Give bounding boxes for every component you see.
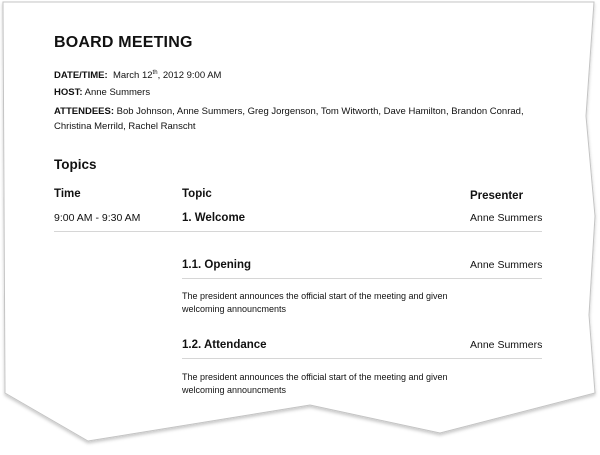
column-header-time: Time bbox=[54, 188, 81, 200]
attendees-label: ATTENDEES: bbox=[54, 106, 114, 117]
row-presenter: Anne Summers bbox=[470, 339, 543, 351]
column-header-presenter: Presenter bbox=[470, 190, 524, 202]
host-value: Anne Summers bbox=[84, 87, 151, 98]
meta-host bbox=[54, 85, 150, 100]
row-presenter: Anne Summers bbox=[470, 212, 543, 224]
row-divider bbox=[182, 358, 542, 359]
row-time: 9:00 AM - 9:30 AM bbox=[54, 212, 141, 224]
row-description: The president announces the official start of the meeting and given welcoming announcments bbox=[182, 372, 448, 395]
meta-attendees bbox=[54, 104, 524, 134]
meta-datetime bbox=[54, 66, 221, 83]
section-heading-topics: Topics bbox=[54, 157, 97, 172]
row-topic: 1. Welcome bbox=[182, 212, 246, 224]
attendees-value: Bob Johnson, Anne Summers, Greg Jorgenson, Tom Witworth, Dave Hamilton, Brandon Conrad, Christina Merrild, Rachel Ranscht bbox=[54, 106, 524, 132]
row-divider bbox=[54, 231, 542, 232]
datetime-value: March 12 bbox=[112, 70, 153, 82]
datetime-sup: th bbox=[152, 70, 158, 76]
row-description: The president announces the official start of the meeting and given welcoming announcments bbox=[182, 291, 448, 314]
page-title: BOARD MEETING bbox=[54, 34, 193, 51]
datetime-label: DATE/TIME: bbox=[54, 70, 108, 82]
row-topic: 1.2. Attendance bbox=[182, 339, 267, 351]
row-divider bbox=[182, 278, 542, 279]
row-presenter: Anne Summers bbox=[470, 259, 543, 271]
datetime-rest: , 2012 9:00 AM bbox=[157, 70, 222, 82]
host-label: HOST: bbox=[54, 87, 83, 98]
column-header-topic: Topic bbox=[182, 188, 212, 200]
row-topic: 1.1. Opening bbox=[182, 259, 252, 271]
